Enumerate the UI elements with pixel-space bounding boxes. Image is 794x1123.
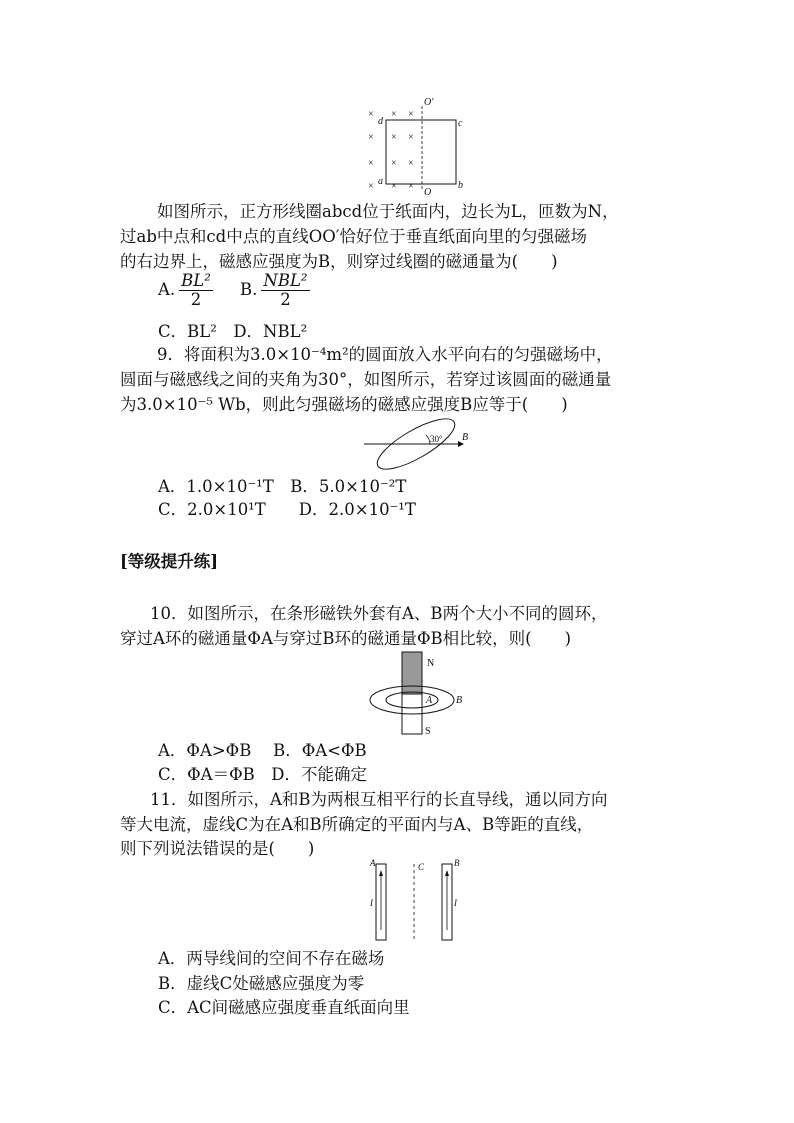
q11-line1: 11．如图所示，A和B为两根互相平行的长直导线，通以同方向 [150, 790, 608, 809]
q8-option-a[interactable]: A. $\frac{\text{BL²}}{2}$ [158, 271, 211, 309]
q8-line1: 如图所示，正方形线圈abcd位于纸面内，边长为L，匝数为N， [157, 202, 619, 221]
label-o-prime: O′ [424, 97, 434, 108]
south-label: S [425, 726, 431, 737]
svg-text:×: × [368, 181, 374, 192]
svg-text:×: × [368, 109, 374, 120]
wire-b-label: B [454, 858, 460, 868]
svg-text:×: × [408, 109, 414, 120]
wires-figure [366, 858, 466, 944]
label-o: O [424, 187, 432, 196]
q11-line2: 等大电流，虚线C为在A和B所确定的平面内与A、B等距的直线， [120, 815, 594, 834]
label-c: c [458, 118, 463, 129]
svg-text:×: × [391, 132, 397, 143]
q8-line2: 过ab中点和cd中点的直线OO′恰好位于垂直纸面向里的匀强磁场 [120, 227, 588, 246]
svg-text:×: × [391, 158, 397, 169]
angle-label: 30° [430, 434, 443, 444]
wire-a-label: A [370, 858, 376, 868]
q9-line2: 圆面与磁感线之间的夹角为30°，如图所示，若穿过该圆面的磁通量 [120, 370, 612, 389]
label-b: b [458, 180, 463, 191]
q9-line3: 为3.0×10⁻⁵ Wb，则此匀强磁场的磁感应强度B应等于( ) [120, 395, 568, 414]
current-a-label: I [370, 898, 373, 908]
label-a: a [378, 176, 383, 187]
q9-options-ab[interactable]: A．1.0×10⁻¹T B．5.0×10⁻²T [158, 477, 407, 496]
magnet-figure [366, 650, 476, 738]
q9-line1: 9．将面积为3.0×10⁻⁴m²的圆面放入水平向右的匀强磁场中， [157, 345, 613, 364]
q8-options-cd[interactable]: C．BL² D．NBL² [158, 322, 308, 341]
svg-text:×: × [408, 158, 414, 169]
svg-text:×: × [368, 158, 374, 169]
label-d: d [378, 116, 383, 127]
q9-options-cd[interactable]: C．2.0×10¹T D．2.0×10⁻¹T [158, 500, 416, 519]
ring-a-label: A [426, 695, 433, 706]
ring-b-label: B [456, 695, 463, 706]
q8-option-b[interactable]: B. $\frac{\text{NBL²}}{2}$ [240, 271, 308, 309]
q11-option-a[interactable]: A．两导线间的空间不存在磁场 [158, 949, 385, 968]
svg-text:×: × [408, 132, 414, 143]
q11-option-c[interactable]: C．AC间磁感应强度垂直纸面向里 [158, 998, 410, 1017]
q11-option-b[interactable]: B．虚线C处磁感应强度为零 [158, 974, 365, 993]
q10-options-ab[interactable]: A．ΦA>ΦB B．ΦA<ΦB [158, 741, 367, 760]
north-label: N [427, 658, 435, 669]
q11-line3: 则下列说法错误的是( ) [120, 839, 315, 858]
q8-line3: 的右边界上，磁感应强度为B，则穿过线圈的磁通量为( ) [120, 252, 558, 271]
q10-line2: 穿过A环的磁通量ΦA与穿过B环的磁通量ΦB相比较，则( ) [120, 629, 572, 648]
q10-options-cd[interactable]: C．ΦA＝ΦB D．不能确定 [158, 765, 367, 784]
svg-text:×: × [408, 181, 414, 192]
current-b-label: I [454, 898, 457, 908]
q10-line1: 10．如图所示，在条形磁铁外套有A、B两个大小不同的圆环， [150, 604, 608, 623]
ellipse-figure [360, 418, 480, 474]
coil-figure [360, 96, 470, 196]
b-field-label: B [462, 432, 469, 443]
svg-text:×: × [391, 181, 397, 192]
svg-text:×: × [391, 109, 397, 120]
line-c-label: C [418, 862, 425, 872]
svg-text:×: × [368, 132, 374, 143]
section-title: [等级提升练] [120, 552, 219, 571]
